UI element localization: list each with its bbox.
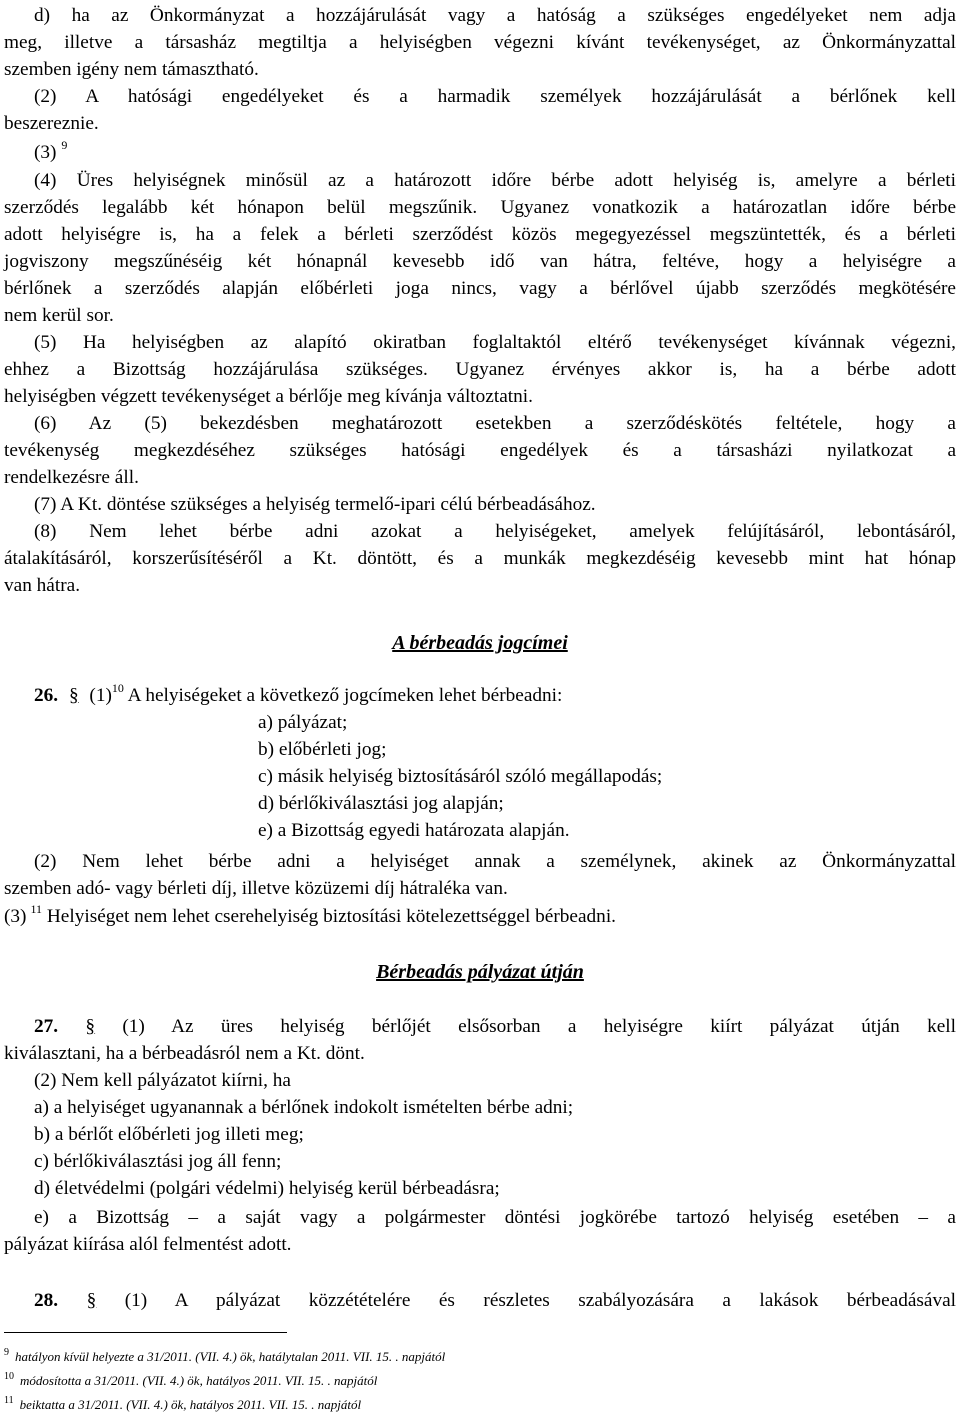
list-item: b) előbérleti jog; (258, 739, 387, 760)
footnote-ref: 11 (30, 902, 43, 916)
section-heading: A bérbeadás jogcímei (392, 632, 568, 654)
footnote-ref: 10 (111, 681, 124, 695)
footnote-ref: 9 (61, 138, 68, 152)
body-line: rendelkezésre áll. (4, 467, 139, 488)
footnote-separator (4, 1332, 287, 1333)
body-line: (2) Nem kell pályázatot kiírni, ha (34, 1070, 291, 1091)
body-line: szemben igény nem támasztható. (4, 59, 259, 80)
body-line: beszereznie. (4, 113, 99, 134)
body-line: (3) $^{11}$ Helyiséget nem lehet cserehelyiség biztosítási kötelezettséggel bérbeadni. (4, 902, 616, 927)
body-line: meg, illetve a társasház megtiltja a helyiségben végezni kívánt tevékenységet, az Önkormányzattal (4, 32, 956, 53)
body-line: kiválasztani, ha a bérbeadásról nem a Kt. dönt. (4, 1043, 365, 1064)
body-line: (2) Nem lehet bérbe adni a helyiséget annak a személynek, akinek az Önkormányzattal (34, 851, 956, 872)
body-line: d) életvédelmi (polgári védelmi) helyiség kerül bérbeadásra; (34, 1178, 500, 1199)
paragraph-sign: § (85, 1016, 96, 1037)
body-line: szemben adó- vagy bérleti díj, illetve közüzemi díj hátraléka van. (4, 878, 508, 899)
list-item: d) bérlőkiválasztási jog alapján; (258, 793, 504, 814)
body-line: ehhez a Bizottság hozzájárulása szükséges. Ugyanez érvényes akkor is, ha a bérbe adott (4, 359, 956, 380)
section-number: 26. (34, 685, 59, 706)
footnote: $^{11}$ beiktatta a 31/2011. (VII. 4.) ök, hatályos 2011. VII. 15. . napjától (4, 1395, 362, 1412)
paragraph-number: (3) (34, 142, 57, 163)
section-26-lead: 26. § $(1)^{10}$ A helyiségeket a következő jogcímeken lehet bérbeadni: (34, 681, 563, 706)
body-line: átalakításáról, korszerűsítéséről a Kt. döntött, és a munkák megkezdéséig kevesebb mint hat hónap (4, 548, 956, 569)
paragraph-sign: § (68, 685, 79, 706)
body-line: adott helyiségre is, ha a felek a bérleti szerződést közös megegyezéssel megszüntették, és a bérleti (4, 224, 956, 245)
footnote: $^{10}$ módosította a 31/2011. (VII. 4.) ök, hatályos 2011. VII. 15. . napjától (4, 1371, 378, 1388)
body-line: d) ha az Önkormányzat a hozzájárulását vagy a hatóság a szükséges engedélyeket nem adja (34, 5, 956, 26)
body-line: tevékenység megkezdéséhez szükséges hatósági engedélyek és a társasházi nyilatkozat a (4, 440, 956, 461)
list-item: a) pályázat; (258, 712, 348, 733)
body-line: (5) Ha helyiségben az alapító okiratban foglaltaktól eltérő tevékenységet kívánnak végezni, (34, 332, 956, 353)
body-line: a) a helyiséget ugyanannak a bérlőnek indokolt ismételten bérbe adni; (34, 1097, 574, 1118)
body-line: pályázat kiírása alól felmentést adott. (4, 1234, 292, 1255)
body-line: nem kerül sor. (4, 305, 114, 326)
body-line: van hátra. (4, 575, 81, 596)
body-line: jogviszony megszűnéséig két hónapnál kevesebb idő van hátra, feltéve, hogy a helyiségre a (4, 251, 956, 272)
body-line: helyiségben végzett tevékenységet a bérlője meg kívánja változtatni. (4, 386, 533, 407)
section-28-lead: 28. § (1) A pályázat közzétételére és részletes szabályozására a lakások bérbeadásával (34, 1290, 957, 1311)
body-line: c) bérlőkiválasztási jog áll fenn; (34, 1151, 282, 1172)
repealed-paragraph (34, 140, 956, 166)
body-line: bérlőnek a szerződés alapján előbérleti joga nincs, vagy a bérlővel újabb szerződés megkötésére (4, 278, 956, 299)
section-27-lead: 27. § (1) Az üres helyiség bérlőjét elsősorban a helyiségre kiírt pályázat útján kell (34, 1016, 956, 1037)
body-line: (4) Üres helyiségnek minősül az a határozott időre bérbe adott helyiség is, amelyre a bérleti (34, 170, 956, 191)
body-line: b) a bérlőt előbérleti jog illeti meg; (34, 1124, 304, 1145)
paragraph-sign: § (86, 1290, 97, 1311)
body-line: e) a Bizottság – a saját vagy a polgármester döntési jogkörébe tartozó helyiség esetében – a (34, 1207, 956, 1228)
body-line: (8) Nem lehet bérbe adni azokat a helyiségeket, amelyek felújításáról, lebontásáról, (34, 521, 956, 542)
section-heading: Bérbeadás pályázat útján (376, 961, 584, 983)
body-line: szerződés legalább két hónapon belül megszűnik. Ugyanez vonatkozik a határozatlan időre bérbe (4, 197, 956, 218)
section-number: 28. (34, 1290, 59, 1311)
body-line: (7) A Kt. döntése szükséges a helyiség termelő-ipari célú bérbeadásához. (34, 494, 596, 515)
body-line: (6) Az (5) bekezdésben meghatározott esetekben a szerződéskötés feltétele, hogy a (34, 413, 956, 434)
list-item: c) másik helyiség biztosításáról szóló megállapodás; (258, 766, 663, 787)
footnote: $^9$ hatályon kívül helyezte a 31/2011. (VII. 4.) ök, hatálytalan 2011. VII. 15. . napjától (4, 1347, 446, 1364)
list-item: e) a Bizottság egyedi határozata alapján. (258, 820, 570, 841)
body-line: (2) A hatósági engedélyeket és a harmadik személyek hozzájárulását a bérlőnek kell (34, 86, 956, 107)
section-number: 27. (34, 1016, 59, 1037)
